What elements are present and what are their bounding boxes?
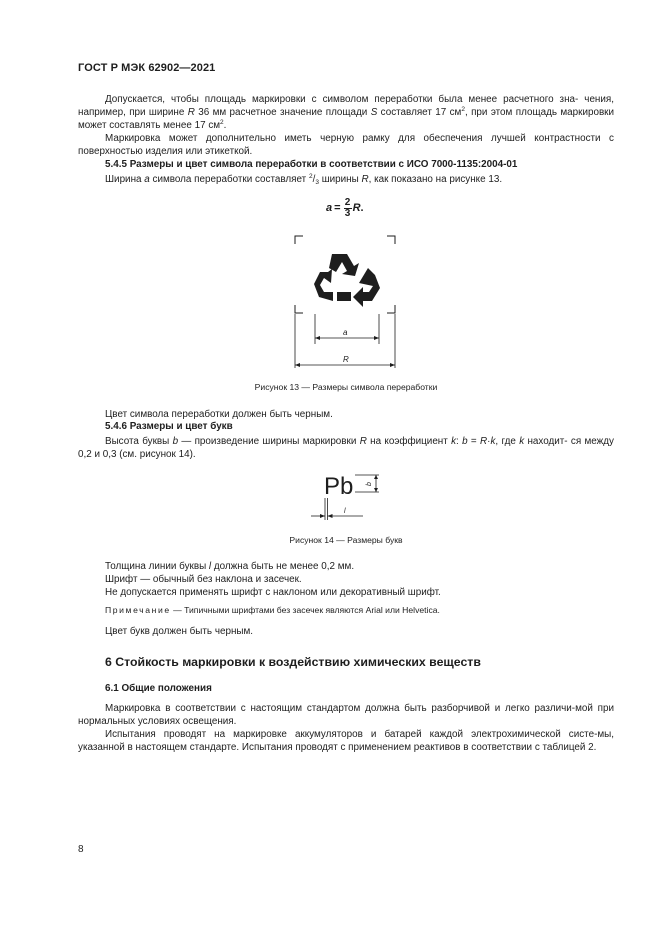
text: =: [467, 436, 481, 447]
para1-text: составляет 17 см: [377, 107, 462, 119]
dimension-label-b: b: [366, 482, 373, 486]
note-text: — Типичными шрифтами без засечек являются Arial или Helvetica.: [170, 605, 440, 615]
formula-equals: =: [334, 202, 341, 215]
text: Толщина линии буквы: [105, 561, 209, 572]
section-title: Размеры и цвет букв: [129, 421, 233, 432]
para1-text: , при этом: [464, 107, 513, 119]
dimension-label-a: a: [343, 328, 348, 337]
formula-a: a: [326, 202, 333, 215]
formula-R: R: [352, 202, 361, 215]
document-header: ГОСТ Р МЭК 62902—2021: [78, 62, 216, 74]
text: Высота буквы: [105, 436, 173, 447]
para1-text: .: [223, 120, 227, 132]
line-thickness-text: [105, 560, 354, 573]
recycling-icon: [314, 254, 380, 307]
section-5-4-5-text: Ширина a символа переработки составляет $^2/_3$ ширины R, как показано на рисунке 13.: [105, 173, 503, 186]
text: должна быть не менее 0,2 мм.: [211, 561, 355, 572]
text: :: [456, 436, 463, 447]
dimension-label-l: l: [344, 508, 346, 515]
fraction-denominator: 3: [344, 208, 351, 220]
section-5-4-6-text: [78, 435, 614, 461]
para1-line1: Допускается, чтобы площадь маркировки с символом переработки была менее расчетного зна-: [105, 94, 579, 105]
figure14-letter-dimensions: [305, 468, 395, 526]
text: ·: [487, 436, 491, 447]
superscript: 2: [220, 119, 224, 127]
section-number: 5.4.6: [105, 421, 127, 432]
section-6-1-heading: 6.1 Общие положения: [105, 683, 212, 694]
para1-text: чения, например, при ширине: [78, 94, 614, 119]
var-R: R: [361, 174, 369, 185]
paragraph-frame-note: Маркировка может дополнительно иметь черную рамку для обеспечения лучшей контрастности с поверхностью изделия или этикеткой.: [78, 133, 614, 158]
fraction-numerator: 2: [344, 197, 351, 208]
symbol-color-text: Цвет символа переработки должен быть черным.: [105, 409, 333, 420]
text: — произведение ширины маркировки: [178, 436, 360, 447]
frame-corners: [295, 236, 395, 313]
var-R: R: [480, 436, 488, 447]
var-k: k: [519, 436, 525, 447]
var-b: b: [462, 436, 468, 447]
section-6-1-para2: Испытания проводят на маркировке аккумуляторов и батарей каждой электрохимической систе-мы, указанной в настоящем стандарте. Испытания проводят с применением реактивов в соответствии с таблицей 2.: [78, 729, 614, 754]
para1-text: 36 мм расчетное значение площади: [194, 107, 371, 119]
paragraph-area-note: [78, 93, 614, 133]
note: [105, 605, 440, 615]
forbidden-font-text: Не допускается применять шрифт с наклоном или декоративный шрифт.: [105, 587, 441, 598]
var-S: S: [370, 107, 378, 119]
var-l: l: [208, 561, 212, 572]
superscript: 2: [461, 106, 465, 114]
var-R: R: [187, 107, 195, 119]
figure13-formula: [326, 198, 364, 218]
var-k: k: [451, 436, 457, 447]
dimension-label-R: R: [343, 355, 349, 364]
text: ширины: [318, 174, 362, 185]
text: Ширина: [105, 174, 145, 185]
text: , как показано на рисунке 13.: [368, 174, 503, 185]
section-5-4-6-heading: [105, 421, 233, 432]
para1-text: площадь маркировки может составлять менее 17 см: [78, 107, 615, 132]
var-k: k: [490, 436, 496, 447]
formula-dot: .: [360, 202, 364, 215]
text: находит-: [524, 436, 568, 447]
section-5-4-5-heading: [105, 159, 517, 170]
var-a: a: [144, 174, 150, 185]
section-6-heading: 6 Стойкость маркировки к воздействию химических веществ: [105, 655, 481, 669]
text: символа переработки составляет: [149, 174, 309, 185]
fraction-numerator: 2: [308, 173, 313, 180]
section-number: 5.4.5: [105, 159, 127, 170]
figure14-caption: Рисунок 14 — Размеры букв: [289, 535, 403, 545]
section-title: Размеры и цвет символа переработки в соответствии с ИСО 7000-1135:2004-01: [129, 159, 518, 170]
letter-color-text: Цвет букв должен быть черным.: [105, 626, 254, 637]
var-b: b: [172, 436, 179, 447]
fraction-denominator: 3: [315, 179, 319, 186]
note-label: Примечание: [105, 605, 171, 615]
text: на коэффициент: [366, 436, 452, 447]
figure13-recycling-symbol: [285, 228, 405, 370]
text: ся между 0,2 и 0,3 (см. рисунок 14).: [78, 436, 614, 461]
font-rule-text: Шрифт — обычный без наклона и засечек.: [105, 574, 302, 585]
var-R: R: [359, 436, 367, 447]
formula-fraction: [344, 198, 352, 218]
figure13-caption: Рисунок 13 — Размеры символа переработки: [254, 382, 438, 392]
page-number: 8: [78, 844, 84, 855]
section-6-1-para1: Маркировка в соответствии с настоящим стандартом должна быть разборчивой и легко различи-мой при нормальных условиях освещения.: [78, 703, 614, 728]
text: , где: [495, 436, 520, 447]
letters-pb: Pb: [324, 473, 354, 500]
